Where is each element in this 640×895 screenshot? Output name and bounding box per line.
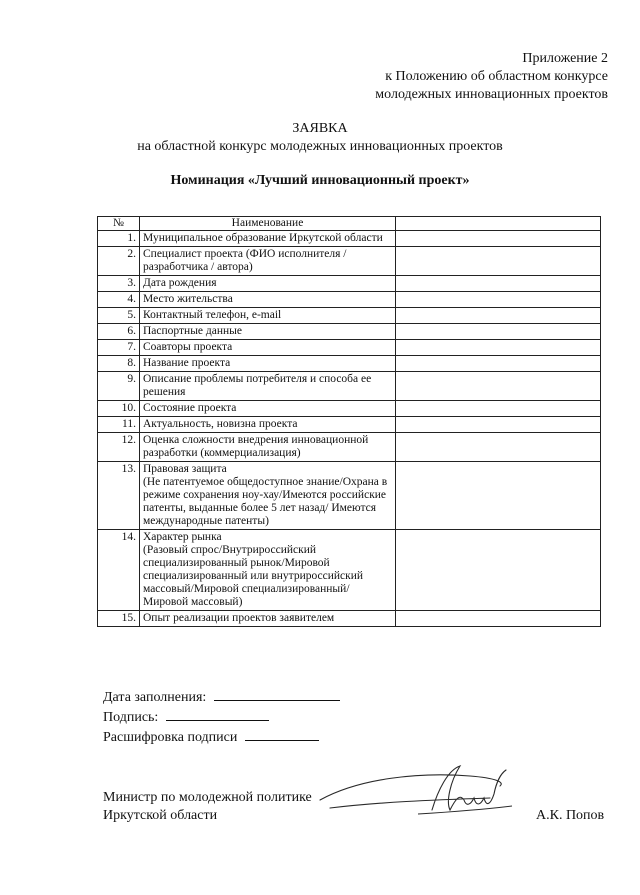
table-row — [98, 231, 601, 247]
table-row — [98, 611, 601, 627]
row-name: Соавторы проекта — [140, 340, 396, 356]
row-number: 13. — [98, 462, 140, 530]
row-name: Правовая защита (Не патентуемое общедоступное знание/Охрана в режиме сохранения ноу-хау/Имеются российские патенты, выданные более 5 лет назад/ Имеются международные патенты) — [140, 462, 396, 530]
row-value-cell[interactable] — [396, 231, 601, 247]
row-value-cell[interactable] — [396, 324, 601, 340]
minister-name: А.К. Попов — [536, 808, 605, 823]
row-value-cell[interactable] — [396, 462, 601, 530]
nomination-title: Номинация «Лучший инновационный проект» — [170, 173, 470, 188]
row-name: Описание проблемы потребителя и способа ее решения — [140, 372, 396, 401]
fill-decode-label: Расшифровка подписи — [103, 730, 238, 745]
document-title: ЗАЯВКА — [292, 121, 348, 136]
row-value-cell[interactable] — [396, 276, 601, 292]
row-name: Муниципальное образование Иркутской области — [140, 231, 396, 247]
fill-decode-row — [103, 728, 340, 748]
row-value-cell[interactable] — [396, 356, 601, 372]
table-row — [98, 324, 601, 340]
appendix-line-1: Приложение 2 — [522, 51, 608, 66]
row-name: Паспортные данные — [140, 324, 396, 340]
row-name: Опыт реализации проектов заявителем — [140, 611, 396, 627]
row-name: Состояние проекта — [140, 401, 396, 417]
row-number: 11. — [98, 417, 140, 433]
minister-title-line-2: Иркутской области — [103, 808, 218, 823]
row-number: 4. — [98, 292, 140, 308]
row-value-cell[interactable] — [396, 417, 601, 433]
application-table — [97, 216, 601, 627]
fill-section — [103, 688, 340, 748]
row-value-cell[interactable] — [396, 292, 601, 308]
fill-date-label: Дата заполнения: — [103, 690, 207, 705]
row-number: 1. — [98, 231, 140, 247]
row-name: Контактный телефон, e-mail — [140, 308, 396, 324]
table-row — [98, 276, 601, 292]
fill-signature-row — [103, 708, 340, 728]
row-name: Характер рынка (Разовый спрос/Внутрироссийский специализированный рынок/Мировой специализированный или внутрироссийский массовый/Мировой специализированный/Мировой массовый) — [140, 530, 396, 611]
row-value-cell[interactable] — [396, 372, 601, 401]
header-num: № — [98, 217, 140, 231]
row-name: Дата рождения — [140, 276, 396, 292]
row-number: 6. — [98, 324, 140, 340]
table-row — [98, 401, 601, 417]
row-value-cell[interactable] — [396, 308, 601, 324]
row-value-cell[interactable] — [396, 401, 601, 417]
fill-date-line[interactable] — [214, 688, 340, 701]
row-name: Актуальность, новизна проекта — [140, 417, 396, 433]
table-header-row — [98, 217, 601, 231]
fill-signature-line[interactable] — [166, 708, 269, 721]
appendix-line-3: молодежных инновационных проектов — [375, 87, 608, 102]
table-row — [98, 308, 601, 324]
table-row — [98, 433, 601, 462]
table-row — [98, 356, 601, 372]
table-row — [98, 247, 601, 276]
document-subtitle: на областной конкурс молодежных инновационных проектов — [137, 139, 503, 154]
handwritten-signature — [300, 760, 520, 830]
row-number: 3. — [98, 276, 140, 292]
table-row — [98, 530, 601, 611]
minister-title-line-1: Министр по молодежной политике — [103, 790, 312, 805]
row-value-cell[interactable] — [396, 247, 601, 276]
row-number: 14. — [98, 530, 140, 611]
appendix-block — [375, 50, 608, 104]
row-value-cell[interactable] — [396, 530, 601, 611]
table-row — [98, 292, 601, 308]
table-row — [98, 372, 601, 401]
header-value — [396, 217, 601, 231]
fill-signature-label: Подпись: — [103, 710, 159, 725]
row-name: Специалист проекта (ФИО исполнителя / разработчика / автора) — [140, 247, 396, 276]
row-number: 15. — [98, 611, 140, 627]
fill-date-row — [103, 688, 340, 708]
row-number: 8. — [98, 356, 140, 372]
row-number: 9. — [98, 372, 140, 401]
row-value-cell[interactable] — [396, 433, 601, 462]
table-row — [98, 462, 601, 530]
row-number: 10. — [98, 401, 140, 417]
table-row — [98, 340, 601, 356]
row-number: 5. — [98, 308, 140, 324]
row-name: Место жительства — [140, 292, 396, 308]
fill-decode-line[interactable] — [245, 728, 319, 741]
row-value-cell[interactable] — [396, 611, 601, 627]
appendix-line-2: к Положению об областном конкурсе — [385, 69, 608, 84]
row-number: 12. — [98, 433, 140, 462]
row-number: 7. — [98, 340, 140, 356]
row-value-cell[interactable] — [396, 340, 601, 356]
row-number: 2. — [98, 247, 140, 276]
minister-block — [103, 789, 312, 825]
table-row — [98, 417, 601, 433]
row-name: Оценка сложности внедрения инновационной разработки (коммерциализация) — [140, 433, 396, 462]
header-name: Наименование — [140, 217, 396, 231]
row-name: Название проекта — [140, 356, 396, 372]
